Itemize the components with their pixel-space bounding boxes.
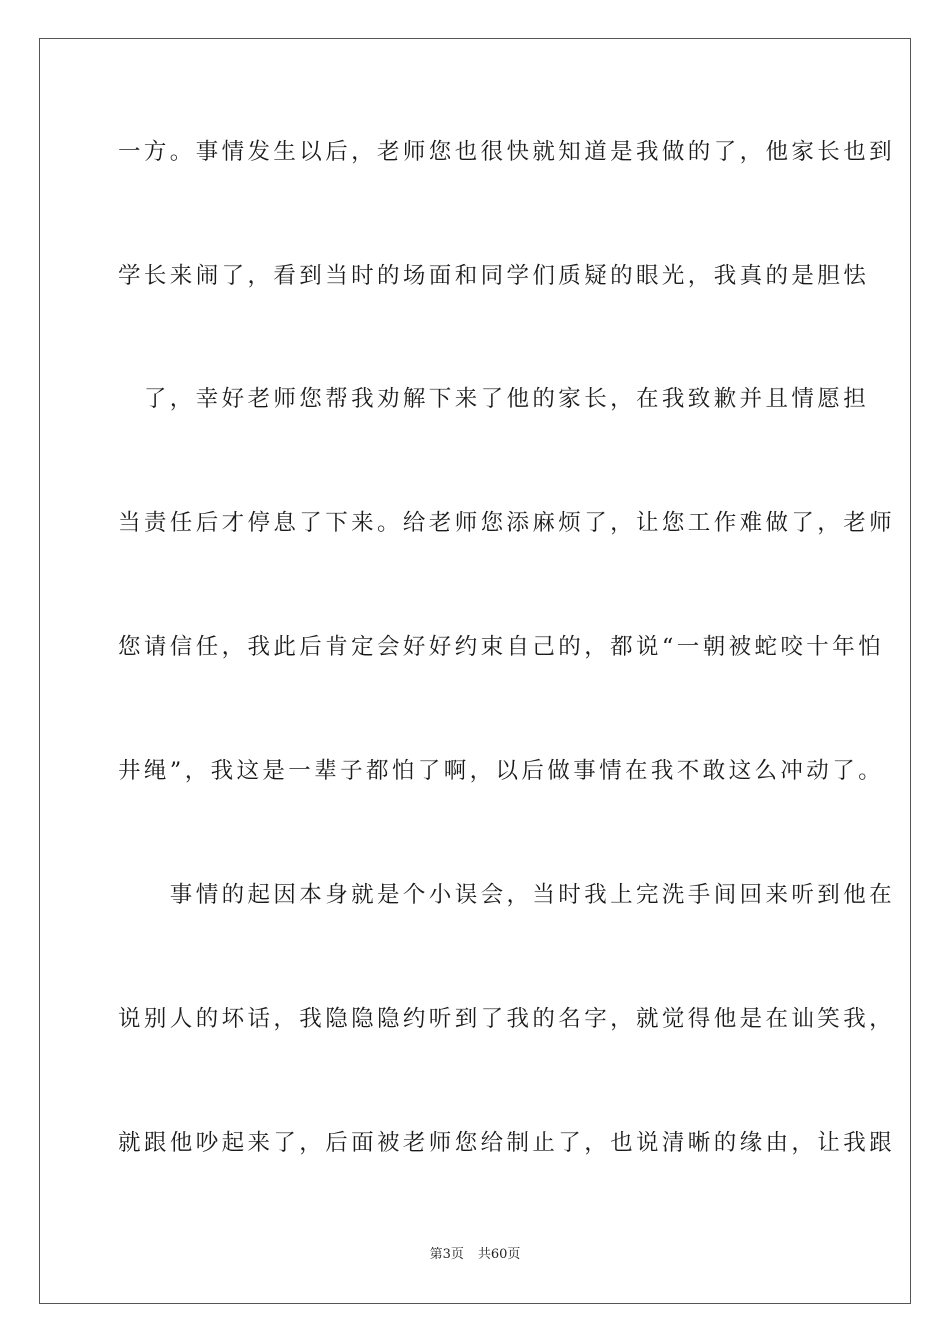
text-line-3: 了，幸好老师您帮我劝解下来了他的家长，在我致歉并且情愿担 <box>118 386 870 412</box>
page-frame <box>39 38 911 1304</box>
text-line-2: 学长来闹了，看到当时的场面和同学们质疑的眼光，我真的是胆怯 <box>118 263 870 289</box>
text-line-4: 当责任后才停息了下来。给老师您添麻烦了，让您工作难做了，老师 <box>118 510 896 536</box>
text-line-9: 就跟他吵起来了，后面被老师您给制止了，也说清晰的缘由，让我跟 <box>118 1130 896 1156</box>
text-line-5: 您请信任，我此后肯定会好好约束自己的，都说“一朝被蛇咬十年怕 <box>118 634 885 660</box>
text-line-7: 事情的起因本身就是个小误会，当时我上完洗手间回来听到他在 <box>118 882 896 908</box>
page-footer <box>0 1245 950 1265</box>
text-line-6: 井绳”，我这是一辈子都怕了啊，以后做事情在我不敢这么冲动了。 <box>118 758 885 784</box>
page-number: 第3页 <box>429 1247 464 1262</box>
text-line-8: 说别人的坏话，我隐隐隐约听到了我的名字，就觉得他是在讪笑我， <box>118 1006 896 1032</box>
text-line-1: 一方。事情发生以后，老师您也很快就知道是我做的了，他家长也到 <box>118 139 896 165</box>
page-total: 共60页 <box>477 1247 521 1262</box>
